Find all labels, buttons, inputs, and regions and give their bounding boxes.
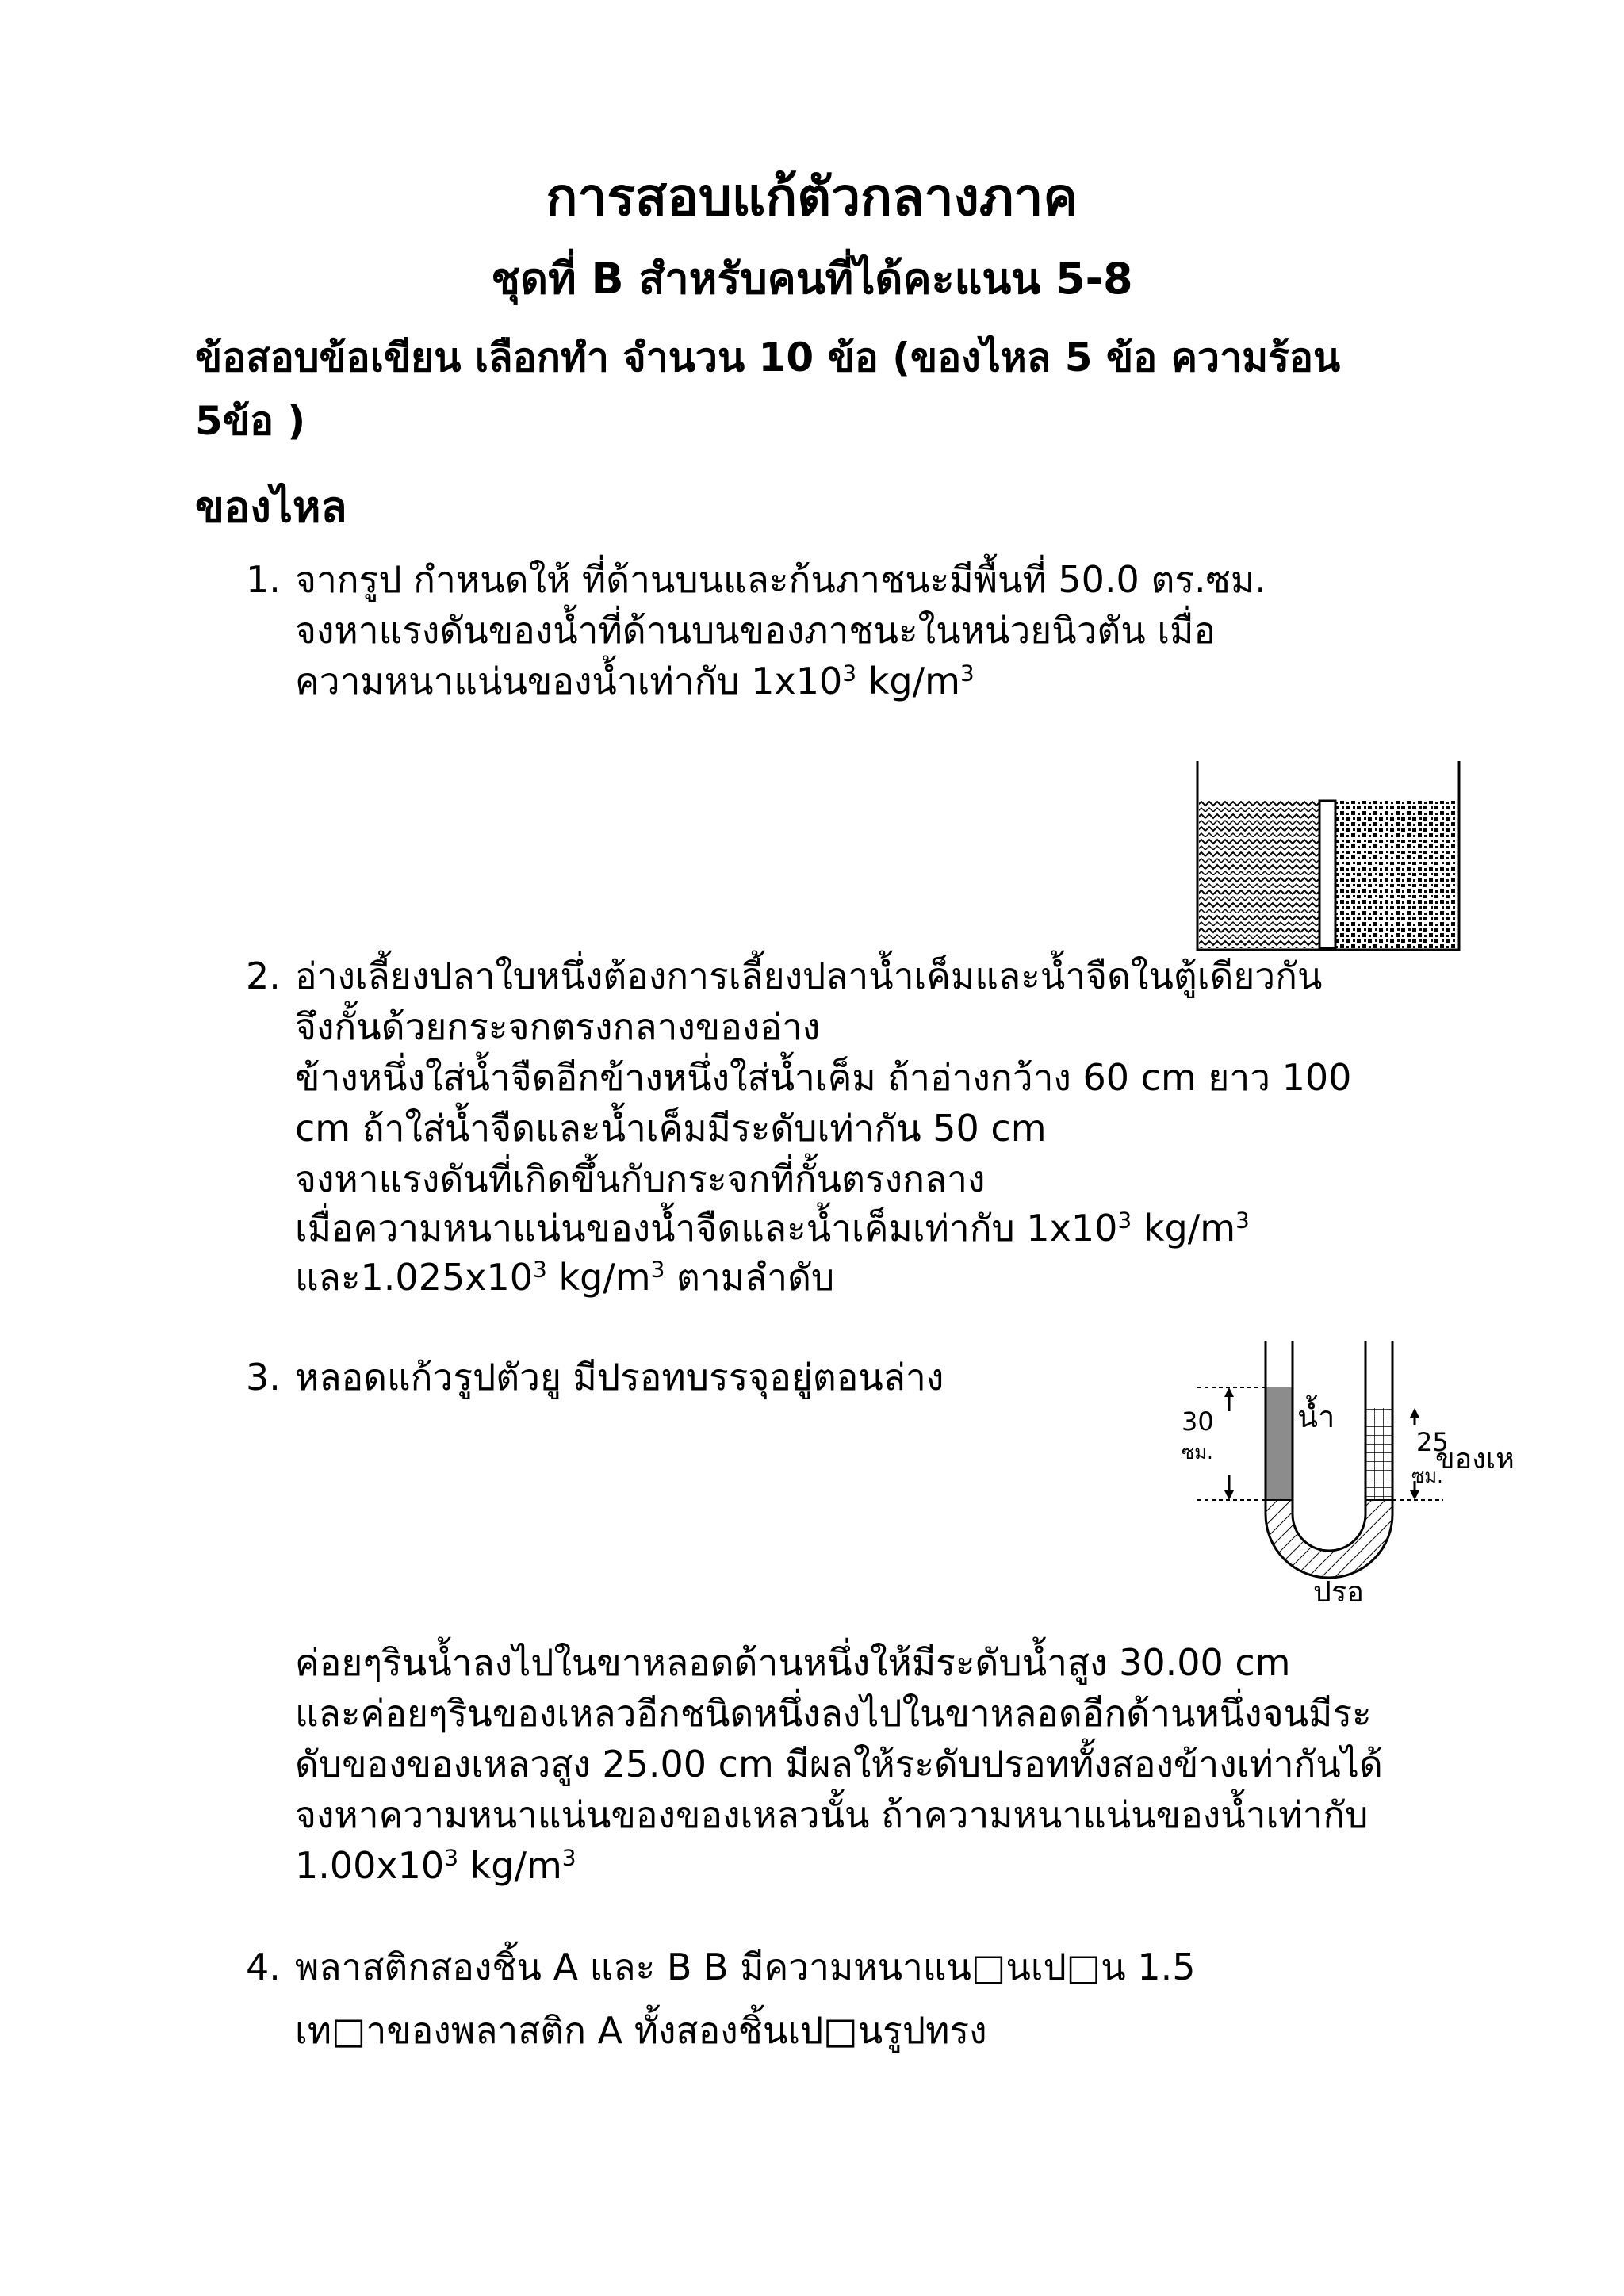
- question-text-line: จงหาแรงดันของน้ำที่ด้านบนของภาชนะในหน่วยนิวตัน เมื่อ: [295, 609, 1216, 652]
- page-subtitle: ชุดที่ B สำหรับคนที่ได้คะแนน 5-8: [491, 254, 1133, 304]
- question-text-line: ดับของของเหลวสูง 25.00 cm มีผลให้ระดับปรอททั้งสองข้างเท่ากันได้: [295, 1743, 1383, 1785]
- liquid-label: ของเห: [1435, 1443, 1515, 1475]
- section-title: ของไหล: [195, 482, 347, 532]
- mercury-label: ปรอ: [1313, 1576, 1364, 1609]
- u-tube-figure: [1174, 1348, 1538, 1617]
- right-unit-label: ซม.: [1411, 1465, 1443, 1487]
- question-text-line: ข้างหนึ่งใส่น้ำจืดอีกข้างหนึ่งใส่น้ำเค็ม ถ้าอ่างกว้าง 60 cm ยาว 100: [295, 1056, 1352, 1099]
- instruction-line-2: 5ข้อ ): [195, 398, 306, 444]
- question-text-line: cm ถ้าใส่น้ำจืดและน้ำเค็มมีระดับเท่ากัน 50 cm: [295, 1107, 1047, 1150]
- tank-divider-figure: [1189, 761, 1475, 959]
- page-title: การสอบแก้ตัวกลางภาค: [546, 166, 1078, 228]
- question-number: 1.: [246, 558, 281, 601]
- question-text-line: จึงกั้นด้วยกระจกตรงกลางของอ่าง: [295, 1005, 821, 1048]
- question-number: 2.: [246, 955, 281, 997]
- question-text-line: เมื่อความหนาแน่นของน้ำจืดและน้ำเค็มเท่ากับ $1x10^3$ $kg/m^3$: [295, 1207, 1250, 1249]
- right-height-label: 25: [1416, 1427, 1449, 1457]
- question-text-line: ความหนาแน่นของน้ำเท่ากับ $1x10^3$ $kg/m^3$: [295, 660, 975, 702]
- question-text-line: หลอดแก้วรูปตัวยู มีปรอทบรรจุอยู่ตอนล่าง: [295, 1356, 944, 1399]
- question-number: 3.: [246, 1356, 281, 1399]
- left-unit-label: ซม.: [1182, 1441, 1213, 1464]
- question-text-line: เท□าของพลาสติก A ทั้งสองชิ้นเป□นรูปทรง: [295, 2009, 987, 2052]
- left-height-label: 30: [1182, 1406, 1214, 1437]
- question-text-line: และค่อยๆรินของเหลวอีกชนิดหนึ่งลงไปในขาหลอดอีกด้านหนึ่งจนมีระ: [295, 1692, 1372, 1735]
- question-text-line: $1.00x10^3$ $kg/m^3$: [295, 1844, 576, 1887]
- question-text-line: อ่างเลี้ยงปลาใบหนึ่งต้องการเลี้ยงปลาน้ำเค็มและน้ำจืดในตู้เดียวกัน: [295, 955, 1323, 997]
- question-number: 4.: [246, 1946, 281, 1988]
- water-label: น้ำ: [1297, 1399, 1335, 1434]
- question-text-line: และ$1.025x10^3$ $kg/m^3$ ตามลำดับ: [295, 1256, 835, 1299]
- question-text-line: พลาสติกสองชิ้น A และ B B มีความหนาแน□นเป□น 1.5: [295, 1946, 1196, 1988]
- question-text-line: จากรูป กำหนดให้ ที่ด้านบนและก้นภาชนะมีพื้นที่ 50.0 ตร.ซม.: [295, 558, 1266, 601]
- question-text-line: ค่อยๆรินน้ำลงไปในขาหลอดด้านหนึ่งให้มีระดับน้ำสูง 30.00 cm: [295, 1641, 1291, 1684]
- question-text-line: จงหาแรงดันที่เกิดขึ้นกับกระจกที่กั้นตรงกลาง: [295, 1158, 986, 1200]
- instruction-line-1: ข้อสอบข้อเขียน เลือกทำ จำนวน 10 ข้อ (ของไหล 5 ข้อ ความร้อน: [195, 335, 1341, 381]
- question-text-line: จงหาความหนาแน่นของของเหลวนั้น ถ้าความหนาแน่นของน้ำเท่ากับ: [295, 1793, 1369, 1836]
